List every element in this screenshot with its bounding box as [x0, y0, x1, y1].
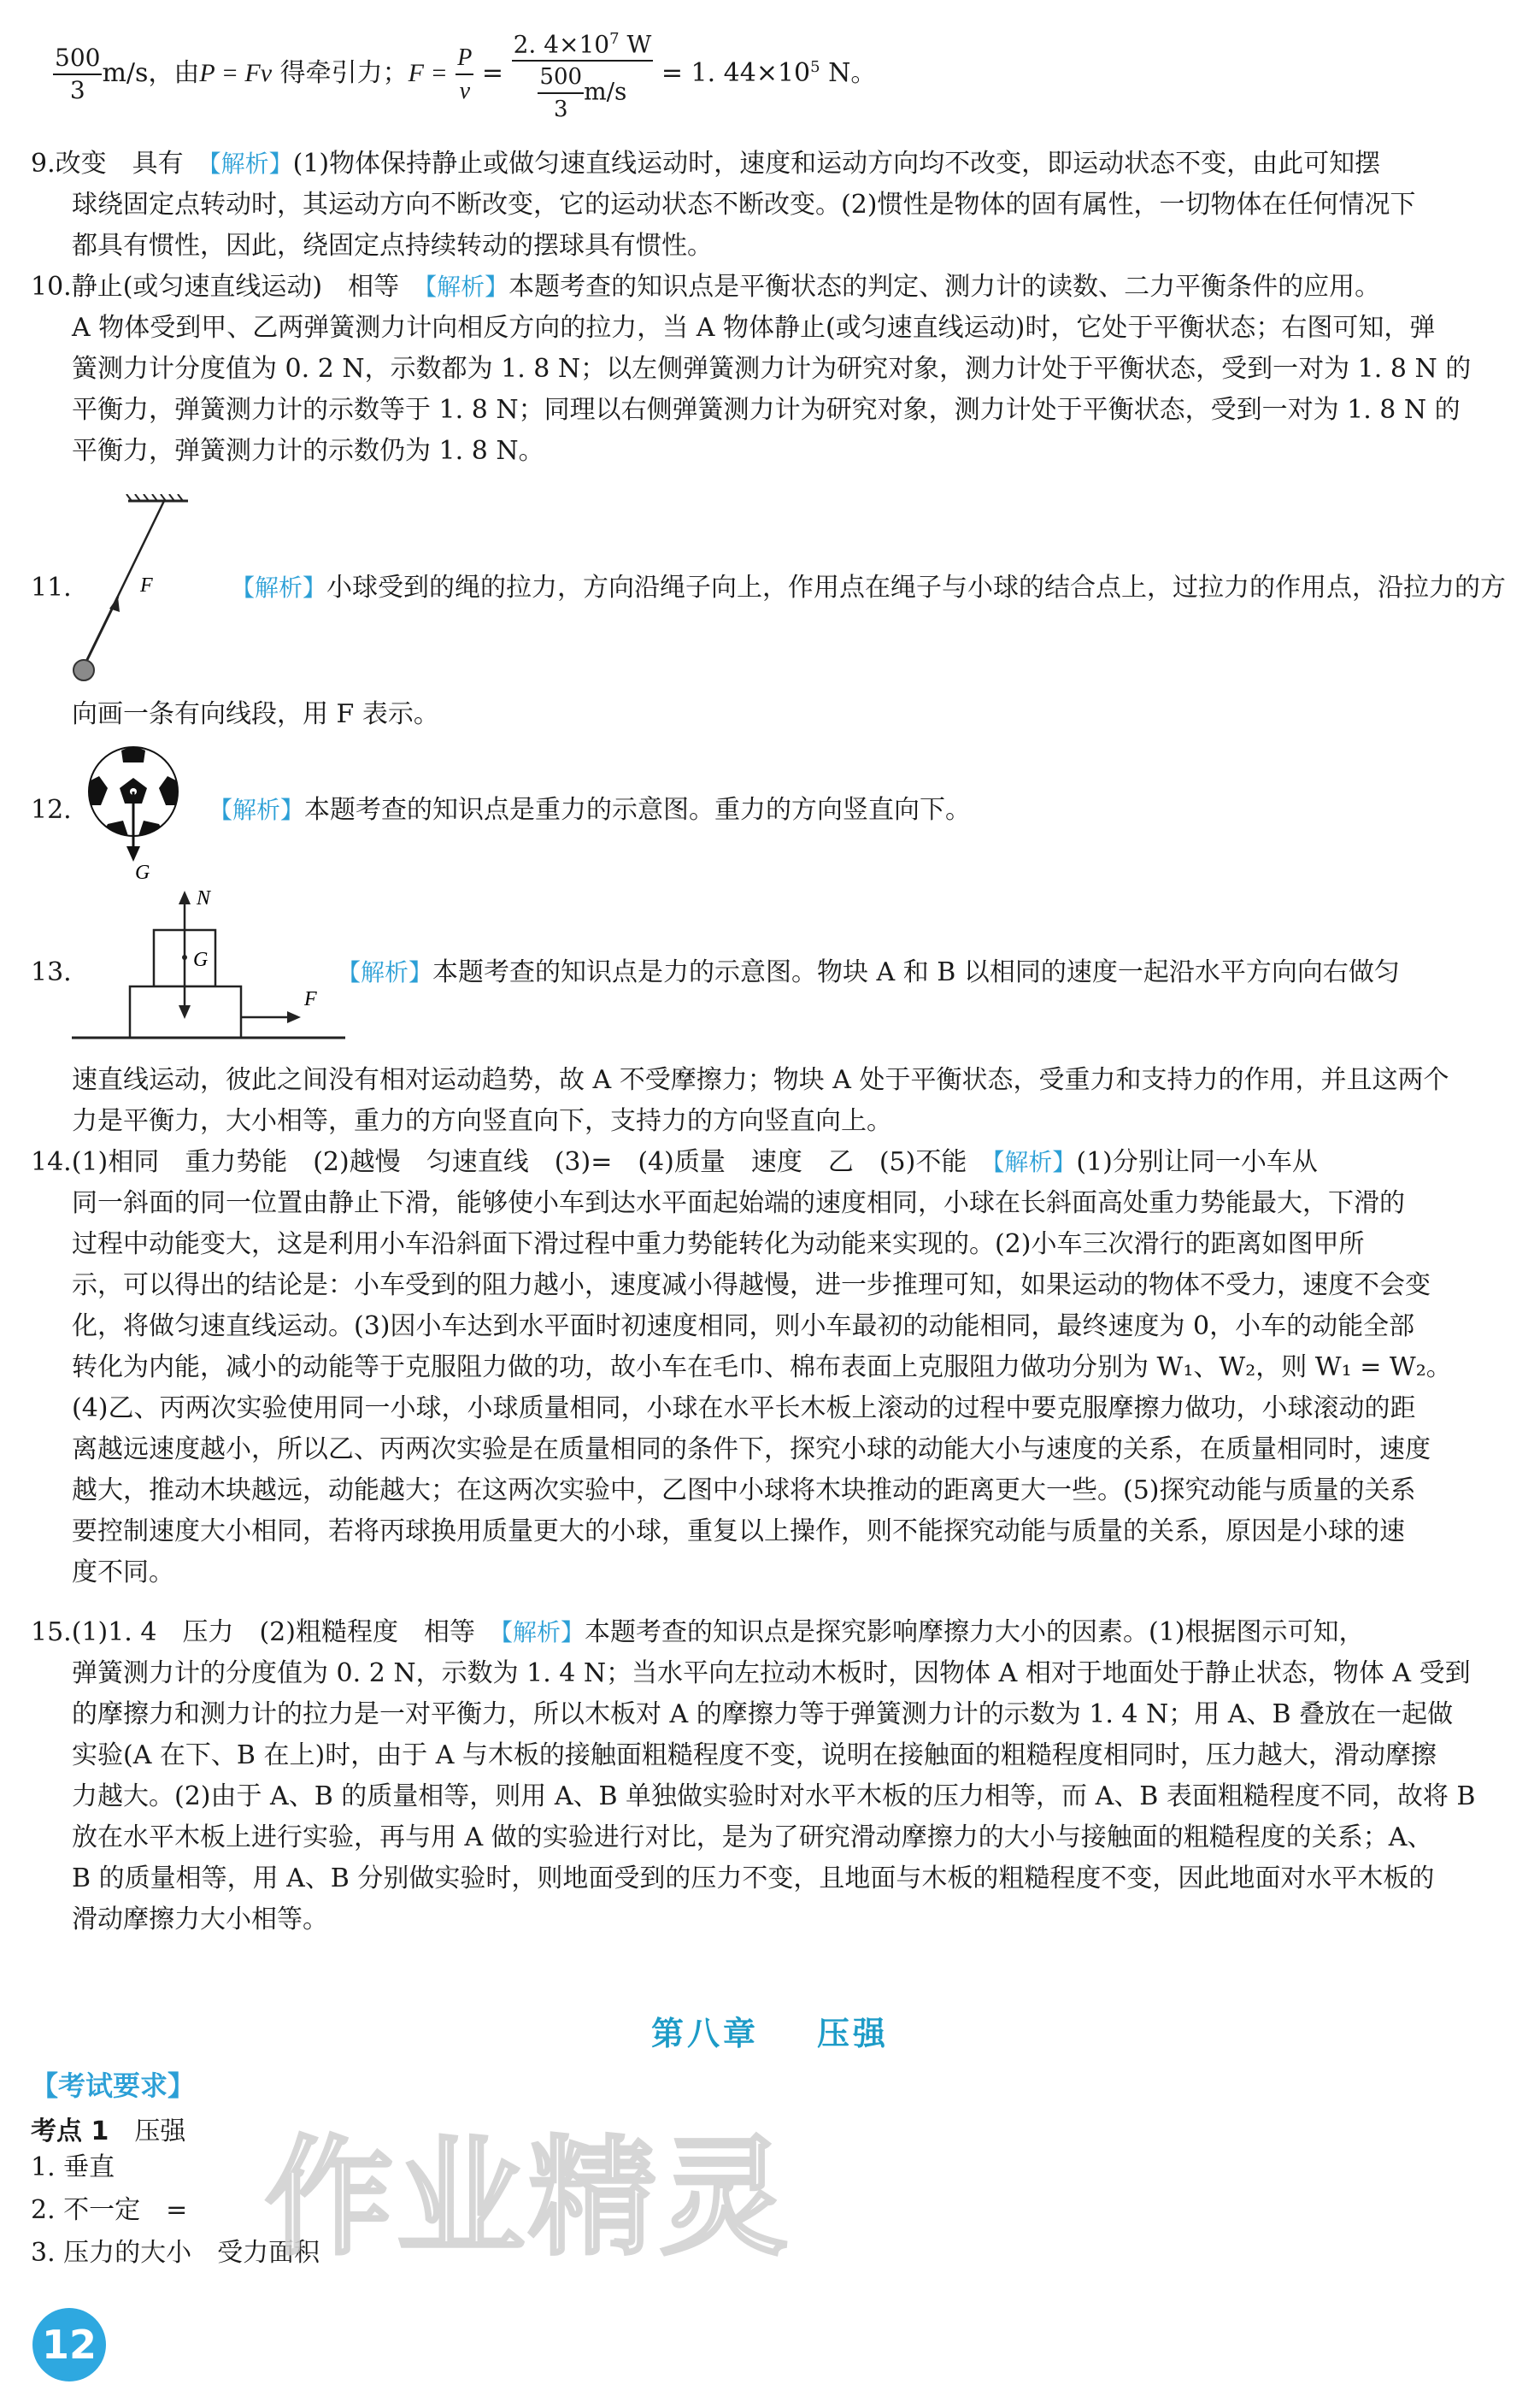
force-label-g: G: [135, 862, 150, 882]
q10-line4: 平衡力，弹簧测力计的示数等于 1. 8 N；同理以右侧弹簧测力计为研究对象，测力计处于平衡状态，受到一对为 1. 8 N 的: [72, 395, 1461, 425]
q13-line2: 速直线运动，彼此之间没有相对运动趋势，故 A 不受摩擦力；物块 A 处于平衡状态，受重力和支持力的作用，并且这两个: [72, 1065, 1449, 1095]
page-number-badge: 12: [32, 2308, 106, 2381]
fraction: 2. $4\times 10^7$ W $\frac{500}{3}$ m/s: [512, 24, 654, 125]
q14-line5: 化，将做匀速直线运动。(3)因小车达到水平面时初速度相同，则小车最初的动能相同，最终速度为 0，小车的动能全部: [72, 1311, 1415, 1341]
pendulum-diagram: [60, 494, 197, 691]
q12-line1: 【解析】本题考查的知识点是重力的示意图。重力的方向竖直向下。: [209, 795, 972, 825]
q13-line3: 力是平衡力，大小相等，重力的方向竖直向下，支持力的方向竖直向上。: [72, 1106, 892, 1136]
q15-line1: 15.(1)1. 4 压力 (2)粗糙程度 相等 【解析】本题考查的知识点是探究影响摩擦力大小的因素。(1)根据图示可知，: [31, 1617, 1365, 1647]
q10-line1: 10.静止(或匀速直线运动) 相等 【解析】本题考查的知识点是平衡状态的判定、测力计的读数、二力平衡条件的应用。: [31, 272, 1381, 302]
watermark: 作业精灵: [265, 2124, 792, 2273]
question-number: 14.: [31, 1147, 72, 1177]
q14-line8: 离越远速度越小，所以乙、丙两次实验是在质量相同的条件下，探究小球的动能大小与速度的关系，在质量相同时，速度: [72, 1434, 1431, 1464]
q9-line2: 球绕固定点转动时，其运动方向不断改变，它的运动状态不断改变。(2)惯性是物体的固有属性，一切物体在任何情况下: [72, 190, 1416, 220]
question-number: 10.: [31, 272, 72, 302]
q15-line3: 的摩擦力和测力计的拉力是一对平衡力，所以木板对 A 的摩擦力等于弹簧测力计的示数为 1. 4 N；用 A、B 叠放在一起做: [72, 1699, 1454, 1729]
q10-line3: 簧测力计分度值为 0. 2 N，示数都为 1. 8 N；以左侧弹簧测力计为研究对象，测力计处于平衡状态，受到一对为 1. 8 N 的: [72, 354, 1472, 384]
q14-line4: 示，可以得出的结论是：小车受到的阻力越小，速度减小得越慢，进一步推理可知，如果运动的物体不受力，速度不会变: [72, 1270, 1431, 1300]
analysis-tag: 【解析】: [425, 273, 509, 301]
requirements-heading: 【考试要求】: [31, 2069, 196, 2102]
q15-line2: 弹簧测力计的分度值为 0. 2 N，示数为 1. 4 N；当水平向左拉动木板时，因物体 A 相对于地面处于静止状态，物体 A 受到: [72, 1658, 1471, 1688]
analysis-tag: 【解析】: [500, 1618, 585, 1646]
q10-line5: 平衡力，弹簧测力计的示数仍为 1. 8 N。: [72, 436, 544, 466]
q15-line6: 放在水平木板上进行实验，再与用 A 做的实验进行对比，是为了研究滑动摩擦力的大小与接触面的粗糙程度的关系；A、: [72, 1822, 1433, 1852]
q14-line1: 14.(1)相同 重力势能 (2)越慢 匀速直线 (3)= (4)质量 速度 乙 (5)不能 【解析】(1)分别让同一小车从: [31, 1147, 1318, 1177]
q11-line2: 向画一条有向线段，用 F 表示。: [72, 699, 439, 729]
question-number: 9.: [31, 149, 56, 179]
question-number: 12.: [31, 795, 72, 825]
q14-line10: 要控制速度大小相同，若将丙球换用质量更大的小球，重复以上操作，则不能探究动能与质量的关系，原因是小球的速: [72, 1516, 1405, 1546]
q11-line1: 【解析】小球受到的绳的拉力，方向沿绳子向上，作用点在绳子与小球的结合点上，过拉力的作用点，沿拉力的方: [231, 573, 1507, 603]
q14-line3: 过程中动能变大，这是利用小车沿斜面下滑过程中重力势能转化为动能来实现的。(2)小车三次滑行的距离如图甲所: [72, 1229, 1365, 1259]
force-label-f: F: [304, 988, 317, 1010]
question-number: 15.: [31, 1617, 72, 1647]
blocks-diagram: [72, 887, 345, 1050]
requirement-item: 2. 不一定 =: [31, 2195, 188, 2225]
question-number: 11.: [31, 573, 72, 603]
analysis-tag: 【解析】: [337, 958, 433, 986]
key-point: 考点 1 压强: [31, 2116, 186, 2146]
force-label-n: N: [197, 887, 211, 910]
q14-line7: (4)乙、丙两次实验使用同一小球，小球质量相同，小球在水平长木板上滚动的过程中要克服摩擦力做功，小球滚动的距: [72, 1393, 1416, 1423]
fraction: $\frac{500}{3}$: [55, 44, 101, 105]
football-diagram: [82, 745, 193, 882]
q14-line11: 度不同。: [72, 1557, 174, 1587]
question-number: 13.: [31, 957, 72, 987]
force-label-g: G: [193, 949, 209, 971]
formula-line: $\frac{500}{3}$ m/s，由P = Fv 得牵引力；F = $\frac{P}{v}$ = 2. $4\times 10^7$ W $\frac{500}{3}$ m/s = 1. $44\times 10^5$ N。: [53, 24, 876, 125]
q14-line2: 同一斜面的同一位置由静止下滑，能够使小车到达水平面起始端的速度相同，小球在长斜面高处重力势能最大，下滑的: [72, 1188, 1405, 1218]
q15-line4: 实验(A 在下、B 在上)时，由于 A 与木板的接触面粗糙程度不变，说明在接触面的粗糙程度相同时，压力越大，滑动摩擦: [72, 1740, 1437, 1770]
analysis-tag: 【解析】: [992, 1148, 1077, 1176]
q15-line8: 滑动摩擦力大小相等。: [72, 1905, 328, 1934]
q9-line3: 都具有惯性，因此，绕固定点持续转动的摆球具有惯性。: [72, 231, 713, 261]
q14-line6: 转化为内能，减小的动能等于克服阻力做的功，故小车在毛巾、棉布表面上克服阻力做功分别为 W₁、W₂，则 W₁ = W₂。: [72, 1352, 1452, 1382]
analysis-tag: 【解析】: [231, 574, 327, 602]
q14-line9: 越大，推动木块越远，动能越大；在这两次实验中，乙图中小球将木块推动的距离更大一些。(5)探究动能与质量的关系: [72, 1475, 1416, 1505]
q15-line7: B 的质量相等，用 A、B 分别做实验时，则地面受到的压力不变，且地面与木板的粗糙程度不变，因此地面对水平木板的: [72, 1863, 1435, 1893]
requirement-item: 3. 压力的大小 受力面积: [31, 2238, 320, 2268]
q9-line1: 9.改变 具有 【解析】(1)物体保持静止或做匀速直线运动时，速度和运动方向均不改变，即运动状态不变，由此可知摆: [31, 149, 1381, 179]
requirement-item: 1. 垂直: [31, 2152, 115, 2182]
fraction: $\frac{P}{v}$: [456, 42, 473, 107]
force-label-f: F: [140, 574, 153, 597]
chapter-title: 第八章 压强: [650, 2014, 890, 2052]
q15-line5: 力越大。(2)由于 A、B 的质量相等，则用 A、B 单独做实验时对水平木板的压力相等，而 A、B 表面粗糙程度不同，故将 B: [72, 1781, 1476, 1811]
analysis-tag: 【解析】: [209, 796, 305, 824]
q13-line1: 【解析】本题考查的知识点是力的示意图。物块 A 和 B 以相同的速度一起沿水平方向向右做匀: [337, 957, 1400, 987]
analysis-tag: 【解析】: [209, 150, 293, 178]
q10-line2: A 物体受到甲、乙两弹簧测力计向相反方向的拉力，当 A 物体静止(或匀速直线运动)时，它处于平衡状态；右图可知，弹: [72, 313, 1436, 343]
